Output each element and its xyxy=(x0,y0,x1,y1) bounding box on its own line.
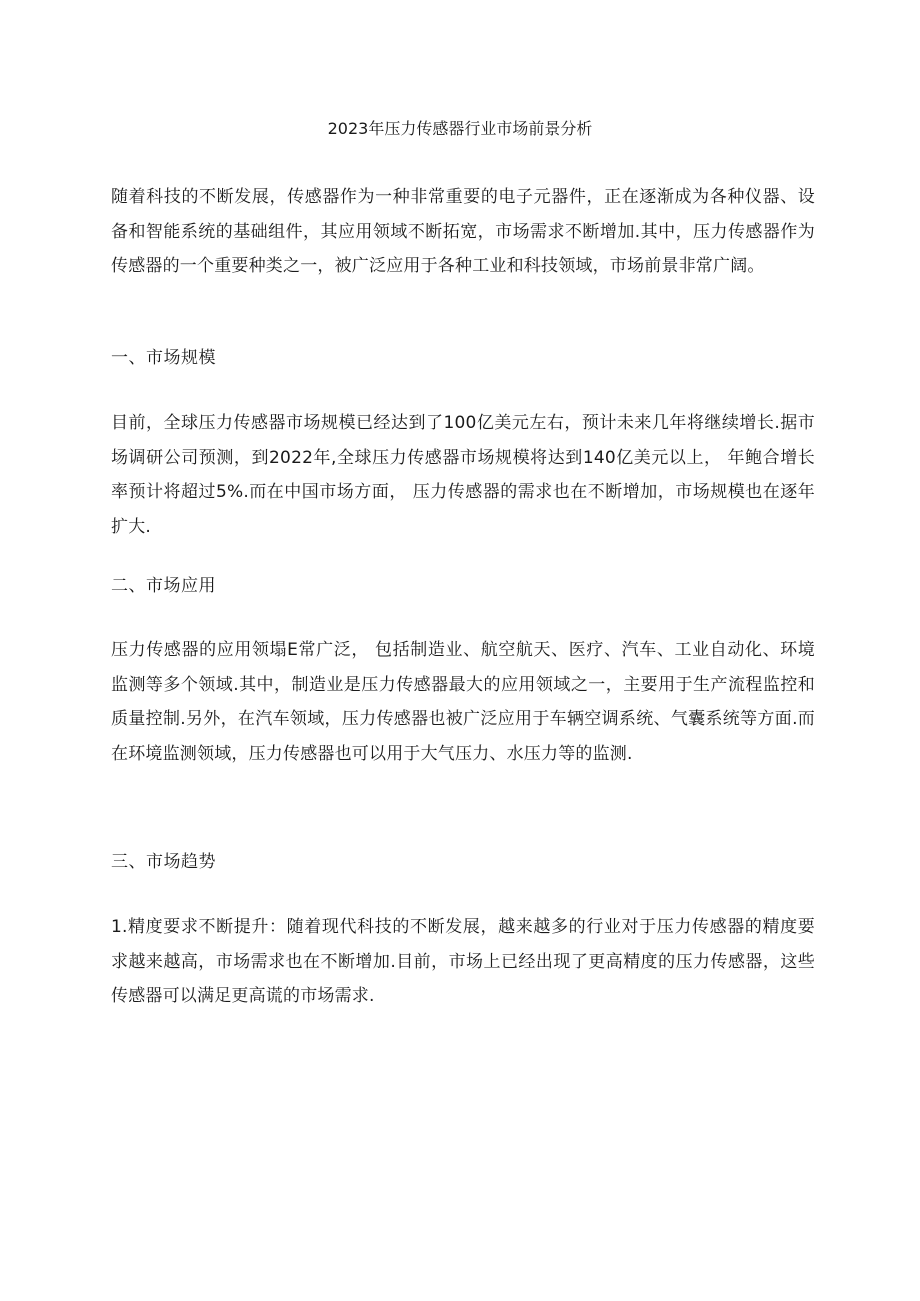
section-body-market-size: 目前，全球压力传感器市场规模已经达到了100亿美元左右，预计未来几年将继续增长.据市场调研公司预测，到2022年,全球压力传感器市场规模将达到140亿美元以上， 年鲍合增长率预计将超过5%.而在中国市场方面， 压力传感器的需求也在不断增加，市场规模也在逐年扩大. xyxy=(111,413,815,537)
section-body-market-trend: 1.精度要求不断提升：随着现代科技的不断发展，越来越多的行业对于压力传感器的精度要求越来越高，市场需求也在不断增加.目前，市场上已经出现了更高精度的压力传感器，这些传感器可以满足更高谎的市场需求. xyxy=(111,917,815,1006)
section-heading-market-application: 二、市场应用 xyxy=(111,576,216,596)
intro-paragraph: 随着科技的不断发展，传感器作为一种非常重要的电子元器件，正在逐渐成为各种仪器、设备和智能系统的基础组件，其应用领域不断拓宽，市场需求不断增加.其中，压力传感器作为传感器的一个重要种类之一，被广泛应用于各种工业和科技领域，市场前景非常广阔。 xyxy=(111,187,815,276)
document-title: 2023年压力传感器行业市场前景分析 xyxy=(327,119,593,138)
section-heading-market-size: 一、市场规模 xyxy=(111,348,216,368)
section-heading-market-trend: 三、市场趋势 xyxy=(111,852,216,872)
section-body-market-application: 压力传感器的应用领塌E常广泛， 包括制造业、航空航天、医疗、汽车、工业自动化、环境监测等多个领域.其中，制造业是压力传感器最大的应用领域之一，主要用于生产流程监控和质量控制.另外，在汽车领域，压力传感器也被广泛应用于车辆空调系统、气囊系统等方面.而在环境监测领域，压力传感器也可以用于大气压力、水压力等的监测. xyxy=(111,640,815,764)
